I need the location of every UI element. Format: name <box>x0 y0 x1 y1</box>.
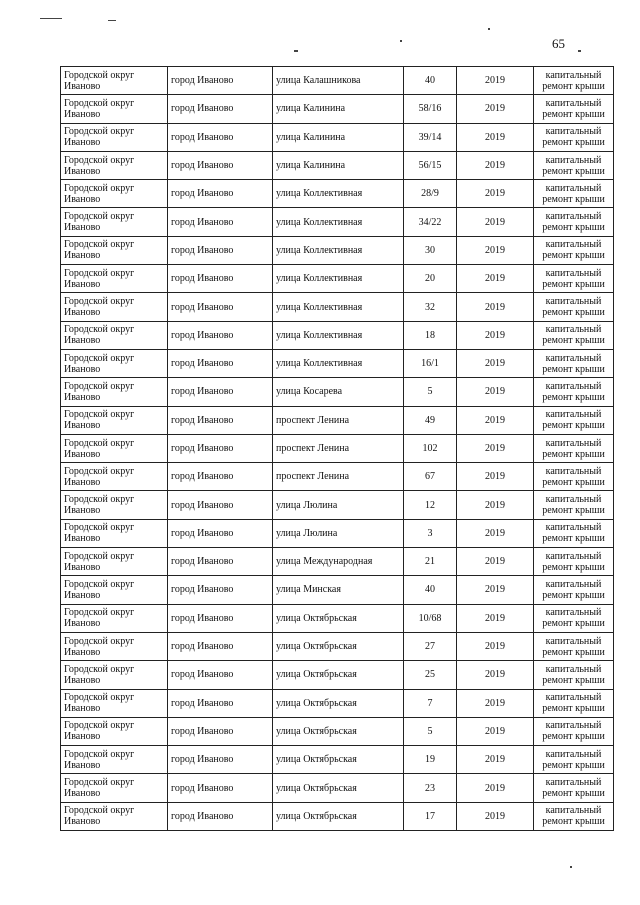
cell-god: 2019 <box>457 802 534 830</box>
table-row <box>61 180 614 208</box>
table-row <box>61 265 614 293</box>
cell-ulica: улица Октябрьская <box>273 632 404 660</box>
cell-gorod: город Иваново <box>168 406 273 434</box>
cell-dom: 23 <box>404 774 457 802</box>
cell-god: 2019 <box>457 519 534 547</box>
cell-gorod: город Иваново <box>168 661 273 689</box>
cell-rabota: капитальный ремонт крыши <box>534 548 614 576</box>
cell-rabota: капитальный ремонт крыши <box>534 689 614 717</box>
cell-god: 2019 <box>457 463 534 491</box>
cell-dom: 25 <box>404 661 457 689</box>
cell-gorod: город Иваново <box>168 67 273 95</box>
cell-god: 2019 <box>457 378 534 406</box>
page-number: 65 <box>552 36 565 51</box>
table-row <box>61 548 614 576</box>
cell-gorod: город Иваново <box>168 463 273 491</box>
table-row <box>61 434 614 462</box>
table-row <box>61 717 614 745</box>
cell-rabota: капитальный ремонт крыши <box>534 406 614 434</box>
table-row <box>61 95 614 123</box>
cell-dom: 102 <box>404 434 457 462</box>
cell-god: 2019 <box>457 434 534 462</box>
cell-god: 2019 <box>457 293 534 321</box>
cell-god: 2019 <box>457 632 534 660</box>
cell-god: 2019 <box>457 774 534 802</box>
cell-okrug: Городской округ Иваново <box>61 774 168 802</box>
cell-okrug: Городской округ Иваново <box>61 123 168 151</box>
cell-ulica: улица Международная <box>273 548 404 576</box>
cell-okrug: Городской округ Иваново <box>61 434 168 462</box>
cell-okrug: Городской округ Иваново <box>61 746 168 774</box>
cell-dom: 49 <box>404 406 457 434</box>
cell-rabota: капитальный ремонт крыши <box>534 491 614 519</box>
cell-ulica: улица Коллективная <box>273 236 404 264</box>
cell-rabota: капитальный ремонт крыши <box>534 717 614 745</box>
cell-rabota: капитальный ремонт крыши <box>534 378 614 406</box>
cell-rabota: капитальный ремонт крыши <box>534 746 614 774</box>
cell-ulica: улица Калинина <box>273 123 404 151</box>
cell-ulica: улица Октябрьская <box>273 746 404 774</box>
cell-god: 2019 <box>457 491 534 519</box>
cell-gorod: город Иваново <box>168 293 273 321</box>
table-row <box>61 774 614 802</box>
cell-dom: 40 <box>404 67 457 95</box>
cell-gorod: город Иваново <box>168 519 273 547</box>
table-row <box>61 576 614 604</box>
cell-rabota: капитальный ремонт крыши <box>534 67 614 95</box>
scan-mark <box>488 28 490 30</box>
cell-dom: 19 <box>404 746 457 774</box>
table-body <box>61 67 614 831</box>
cell-god: 2019 <box>457 151 534 179</box>
scan-mark <box>294 50 298 52</box>
cell-god: 2019 <box>457 123 534 151</box>
cell-god: 2019 <box>457 746 534 774</box>
table-row <box>61 378 614 406</box>
cell-gorod: город Иваново <box>168 717 273 745</box>
scan-mark <box>108 20 116 21</box>
cell-okrug: Городской округ Иваново <box>61 378 168 406</box>
table-row <box>61 661 614 689</box>
cell-god: 2019 <box>457 717 534 745</box>
cell-god: 2019 <box>457 661 534 689</box>
cell-okrug: Городской округ Иваново <box>61 151 168 179</box>
cell-god: 2019 <box>457 208 534 236</box>
cell-ulica: проспект Ленина <box>273 406 404 434</box>
cell-okrug: Городской округ Иваново <box>61 717 168 745</box>
cell-okrug: Городской округ Иваново <box>61 576 168 604</box>
cell-gorod: город Иваново <box>168 151 273 179</box>
table-row <box>61 689 614 717</box>
cell-dom: 56/15 <box>404 151 457 179</box>
cell-god: 2019 <box>457 406 534 434</box>
cell-dom: 7 <box>404 689 457 717</box>
cell-dom: 21 <box>404 548 457 576</box>
cell-ulica: улица Калашникова <box>273 67 404 95</box>
cell-ulica: улица Октябрьская <box>273 604 404 632</box>
cell-okrug: Городской округ Иваново <box>61 67 168 95</box>
cell-dom: 5 <box>404 717 457 745</box>
cell-god: 2019 <box>457 548 534 576</box>
cell-rabota: капитальный ремонт крыши <box>534 180 614 208</box>
cell-ulica: улица Октябрьская <box>273 689 404 717</box>
cell-rabota: капитальный ремонт крыши <box>534 208 614 236</box>
cell-gorod: город Иваново <box>168 434 273 462</box>
cell-gorod: город Иваново <box>168 576 273 604</box>
cell-rabota: капитальный ремонт крыши <box>534 632 614 660</box>
cell-ulica: улица Октябрьская <box>273 661 404 689</box>
cell-gorod: город Иваново <box>168 604 273 632</box>
cell-dom: 5 <box>404 378 457 406</box>
table-row <box>61 208 614 236</box>
cell-rabota: капитальный ремонт крыши <box>534 463 614 491</box>
table-row <box>61 491 614 519</box>
cell-ulica: проспект Ленина <box>273 434 404 462</box>
cell-dom: 34/22 <box>404 208 457 236</box>
scan-mark <box>400 40 402 42</box>
cell-dom: 12 <box>404 491 457 519</box>
cell-dom: 28/9 <box>404 180 457 208</box>
cell-okrug: Городской округ Иваново <box>61 321 168 349</box>
cell-ulica: улица Калинина <box>273 95 404 123</box>
cell-ulica: улица Люлина <box>273 491 404 519</box>
cell-rabota: капитальный ремонт крыши <box>534 661 614 689</box>
cell-god: 2019 <box>457 689 534 717</box>
cell-ulica: улица Коллективная <box>273 265 404 293</box>
cell-rabota: капитальный ремонт крыши <box>534 95 614 123</box>
cell-ulica: проспект Ленина <box>273 463 404 491</box>
cell-rabota: капитальный ремонт крыши <box>534 434 614 462</box>
cell-ulica: улица Люлина <box>273 519 404 547</box>
table-row <box>61 349 614 377</box>
table-row <box>61 632 614 660</box>
cell-god: 2019 <box>457 321 534 349</box>
cell-gorod: город Иваново <box>168 180 273 208</box>
cell-dom: 40 <box>404 576 457 604</box>
cell-gorod: город Иваново <box>168 746 273 774</box>
cell-rabota: капитальный ремонт крыши <box>534 604 614 632</box>
cell-gorod: город Иваново <box>168 632 273 660</box>
cell-ulica: улица Коллективная <box>273 293 404 321</box>
cell-rabota: капитальный ремонт крыши <box>534 774 614 802</box>
cell-okrug: Городской округ Иваново <box>61 463 168 491</box>
cell-god: 2019 <box>457 349 534 377</box>
cell-god: 2019 <box>457 604 534 632</box>
cell-god: 2019 <box>457 265 534 293</box>
cell-okrug: Городской округ Иваново <box>61 491 168 519</box>
cell-rabota: капитальный ремонт крыши <box>534 321 614 349</box>
cell-rabota: капитальный ремонт крыши <box>534 265 614 293</box>
cell-rabota: капитальный ремонт крыши <box>534 576 614 604</box>
cell-rabota: капитальный ремонт крыши <box>534 236 614 264</box>
cell-gorod: город Иваново <box>168 321 273 349</box>
cell-okrug: Городской округ Иваново <box>61 632 168 660</box>
cell-okrug: Городской округ Иваново <box>61 208 168 236</box>
cell-gorod: город Иваново <box>168 378 273 406</box>
cell-gorod: город Иваново <box>168 774 273 802</box>
cell-dom: 32 <box>404 293 457 321</box>
cell-dom: 17 <box>404 802 457 830</box>
cell-okrug: Городской округ Иваново <box>61 519 168 547</box>
table-row <box>61 293 614 321</box>
cell-gorod: город Иваново <box>168 95 273 123</box>
cell-dom: 58/16 <box>404 95 457 123</box>
cell-dom: 3 <box>404 519 457 547</box>
cell-gorod: город Иваново <box>168 802 273 830</box>
cell-god: 2019 <box>457 576 534 604</box>
cell-dom: 10/68 <box>404 604 457 632</box>
cell-ulica: улица Коллективная <box>273 208 404 236</box>
table-row <box>61 406 614 434</box>
table-row <box>61 321 614 349</box>
cell-dom: 67 <box>404 463 457 491</box>
cell-okrug: Городской округ Иваново <box>61 265 168 293</box>
cell-god: 2019 <box>457 236 534 264</box>
cell-gorod: город Иваново <box>168 208 273 236</box>
cell-okrug: Городской округ Иваново <box>61 548 168 576</box>
address-table <box>60 66 614 831</box>
cell-dom: 27 <box>404 632 457 660</box>
cell-gorod: город Иваново <box>168 491 273 519</box>
table-row <box>61 151 614 179</box>
cell-rabota: капитальный ремонт крыши <box>534 293 614 321</box>
cell-gorod: город Иваново <box>168 236 273 264</box>
cell-god: 2019 <box>457 67 534 95</box>
cell-okrug: Городской округ Иваново <box>61 406 168 434</box>
cell-ulica: улица Минская <box>273 576 404 604</box>
cell-rabota: капитальный ремонт крыши <box>534 519 614 547</box>
cell-ulica: улица Коллективная <box>273 180 404 208</box>
cell-ulica: улица Коллективная <box>273 349 404 377</box>
table-row <box>61 67 614 95</box>
cell-okrug: Городской округ Иваново <box>61 95 168 123</box>
scan-mark <box>40 18 62 19</box>
cell-god: 2019 <box>457 180 534 208</box>
cell-okrug: Городской округ Иваново <box>61 689 168 717</box>
scan-mark <box>578 50 581 52</box>
cell-dom: 30 <box>404 236 457 264</box>
cell-dom: 20 <box>404 265 457 293</box>
cell-gorod: город Иваново <box>168 123 273 151</box>
cell-okrug: Городской округ Иваново <box>61 802 168 830</box>
cell-dom: 18 <box>404 321 457 349</box>
cell-ulica: улица Коллективная <box>273 321 404 349</box>
cell-ulica: улица Косарева <box>273 378 404 406</box>
scan-mark <box>570 866 572 868</box>
cell-okrug: Городской округ Иваново <box>61 349 168 377</box>
cell-dom: 39/14 <box>404 123 457 151</box>
table-row <box>61 746 614 774</box>
cell-rabota: капитальный ремонт крыши <box>534 151 614 179</box>
cell-rabota: капитальный ремонт крыши <box>534 123 614 151</box>
cell-okrug: Городской округ Иваново <box>61 236 168 264</box>
cell-dom: 16/1 <box>404 349 457 377</box>
cell-ulica: улица Калинина <box>273 151 404 179</box>
cell-okrug: Городской округ Иваново <box>61 293 168 321</box>
cell-rabota: капитальный ремонт крыши <box>534 349 614 377</box>
cell-ulica: улица Октябрьская <box>273 774 404 802</box>
table-row <box>61 463 614 491</box>
cell-okrug: Городской округ Иваново <box>61 661 168 689</box>
cell-god: 2019 <box>457 95 534 123</box>
cell-ulica: улица Октябрьская <box>273 802 404 830</box>
cell-okrug: Городской округ Иваново <box>61 604 168 632</box>
table-row <box>61 123 614 151</box>
cell-gorod: город Иваново <box>168 689 273 717</box>
table-row <box>61 802 614 830</box>
cell-gorod: город Иваново <box>168 548 273 576</box>
table-row <box>61 604 614 632</box>
cell-gorod: город Иваново <box>168 349 273 377</box>
cell-gorod: город Иваново <box>168 265 273 293</box>
cell-okrug: Городской округ Иваново <box>61 180 168 208</box>
table-row <box>61 519 614 547</box>
table-row <box>61 236 614 264</box>
cell-ulica: улица Октябрьская <box>273 717 404 745</box>
cell-rabota: капитальный ремонт крыши <box>534 802 614 830</box>
